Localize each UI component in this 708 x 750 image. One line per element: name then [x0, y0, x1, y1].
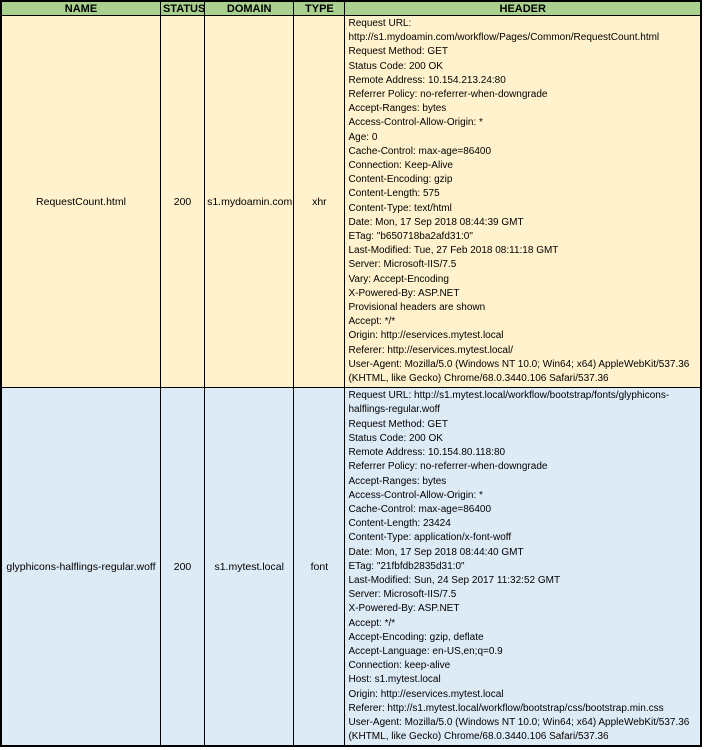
header-line: Origin: http://eservices.mytest.local — [348, 688, 504, 700]
cell-domain: s1.mydoamin.com — [205, 16, 294, 388]
header-line: (KHTML, like Gecko) Chrome/68.0.3440.106 Safari/537.36 — [348, 373, 609, 385]
cell-status: 200 — [160, 16, 204, 388]
header-line: Content-Type: application/x-font-woff — [348, 532, 512, 544]
header-line: Accept-Language: en-US,en;q=0.9 — [348, 645, 503, 657]
cell-header — [345, 16, 701, 388]
header-line: Request URL: — [348, 18, 412, 29]
header-line: Vary: Accept-Encoding — [348, 273, 449, 285]
column-header-domain: DOMAIN — [205, 1, 294, 16]
header-line: Host: s1.mytest.local — [348, 674, 441, 686]
header-line: Content-Length: 575 — [348, 188, 440, 200]
header-line: Referer: http://s1.mytest.local/workflow/bootstrap/css/bootstrap.min.css — [348, 702, 664, 714]
header-line: Accept-Encoding: gzip, deflate — [348, 631, 484, 643]
header-line: Content-Encoding: gzip — [348, 174, 453, 186]
cell-domain: s1.mytest.local — [205, 388, 294, 747]
table-row — [1, 16, 701, 388]
column-header-name: NAME — [1, 1, 160, 16]
header-line: Accept: */* — [348, 316, 396, 328]
cell-header — [345, 388, 701, 747]
header-line: Server: Microsoft-IIS/7.5 — [348, 259, 457, 271]
header-line: Request Method: GET — [348, 46, 448, 58]
header-line: Server: Microsoft-IIS/7.5 — [348, 589, 457, 601]
header-line: http://s1.mydoamin.com/workflow/Pages/Common/RequestCount.html — [348, 32, 660, 44]
header-line: X-Powered-By: ASP.NET — [348, 287, 460, 299]
cell-name: glyphicons-halflings-regular.woff — [1, 388, 160, 747]
header-line: ETag: "b650718ba2afd31:0" — [348, 231, 473, 243]
header-line: Referer: http://eservices.mytest.local/ — [348, 344, 513, 356]
header-line: Content-Length: 23424 — [348, 518, 451, 530]
table-row — [1, 388, 701, 747]
header-line: Access-Control-Allow-Origin: * — [348, 117, 483, 129]
header-line: Origin: http://eservices.mytest.local — [348, 330, 504, 342]
table-body — [1, 16, 701, 747]
header-line: Remote Address: 10.154.80.118:80 — [348, 447, 506, 459]
header-line: Connection: keep-alive — [348, 660, 451, 672]
column-header-header: HEADER — [345, 1, 701, 16]
cell-type: font — [294, 388, 345, 747]
cell-status: 200 — [160, 388, 204, 747]
column-header-status: STATUS — [160, 1, 204, 16]
cell-name: RequestCount.html — [1, 16, 160, 388]
header-line: Content-Type: text/html — [348, 202, 452, 214]
table-header-row — [1, 1, 701, 16]
header-line: Status Code: 200 OK — [348, 60, 443, 72]
header-line: Provisional headers are shown — [348, 302, 486, 314]
header-line: Status Code: 200 OK — [348, 432, 443, 444]
header-line: Accept-Ranges: bytes — [348, 103, 447, 115]
header-line: (KHTML, like Gecko) Chrome/68.0.3440.106 Safari/537.36 — [348, 731, 609, 743]
header-line: Cache-Control: max-age=86400 — [348, 145, 492, 157]
header-line: Referrer Policy: no-referrer-when-downgrade — [348, 461, 548, 473]
header-line: Referrer Policy: no-referrer-when-downgrade — [348, 89, 548, 101]
header-line: Last-Modified: Sun, 24 Sep 2017 11:32:52 GMT — [348, 574, 561, 586]
header-line: Remote Address: 10.154.213.24:80 — [348, 74, 506, 86]
header-line: Connection: Keep-Alive — [348, 160, 453, 172]
header-line: Access-Control-Allow-Origin: * — [348, 489, 483, 501]
header-line: X-Powered-By: ASP.NET — [348, 603, 460, 615]
header-line: Date: Mon, 17 Sep 2018 08:44:39 GMT — [348, 216, 524, 228]
column-header-type: TYPE — [294, 1, 345, 16]
header-line: Accept-Ranges: bytes — [348, 475, 447, 487]
header-line: Accept: */* — [348, 617, 396, 629]
header-line: halflings-regular.woff — [348, 404, 441, 416]
header-line: Cache-Control: max-age=86400 — [348, 503, 492, 515]
header-line: Date: Mon, 17 Sep 2018 08:44:40 GMT — [348, 546, 524, 558]
header-line: Request URL: http://s1.mytest.local/workflow/bootstrap/fonts/glyphicons- — [348, 390, 670, 402]
header-line: Last-Modified: Tue, 27 Feb 2018 08:11:18 GMT — [348, 245, 559, 257]
header-line: User-Agent: Mozilla/5.0 (Windows NT 10.0; Win64; x64) AppleWebKit/537.36 — [348, 358, 690, 370]
header-line: Age: 0 — [348, 131, 378, 143]
header-line: ETag: "21fbfdb2835d31:0" — [348, 560, 465, 572]
header-line: User-Agent: Mozilla/5.0 (Windows NT 10.0; Win64; x64) AppleWebKit/537.36 — [348, 716, 690, 728]
header-line: Request Method: GET — [348, 418, 448, 430]
cell-type: xhr — [294, 16, 345, 388]
